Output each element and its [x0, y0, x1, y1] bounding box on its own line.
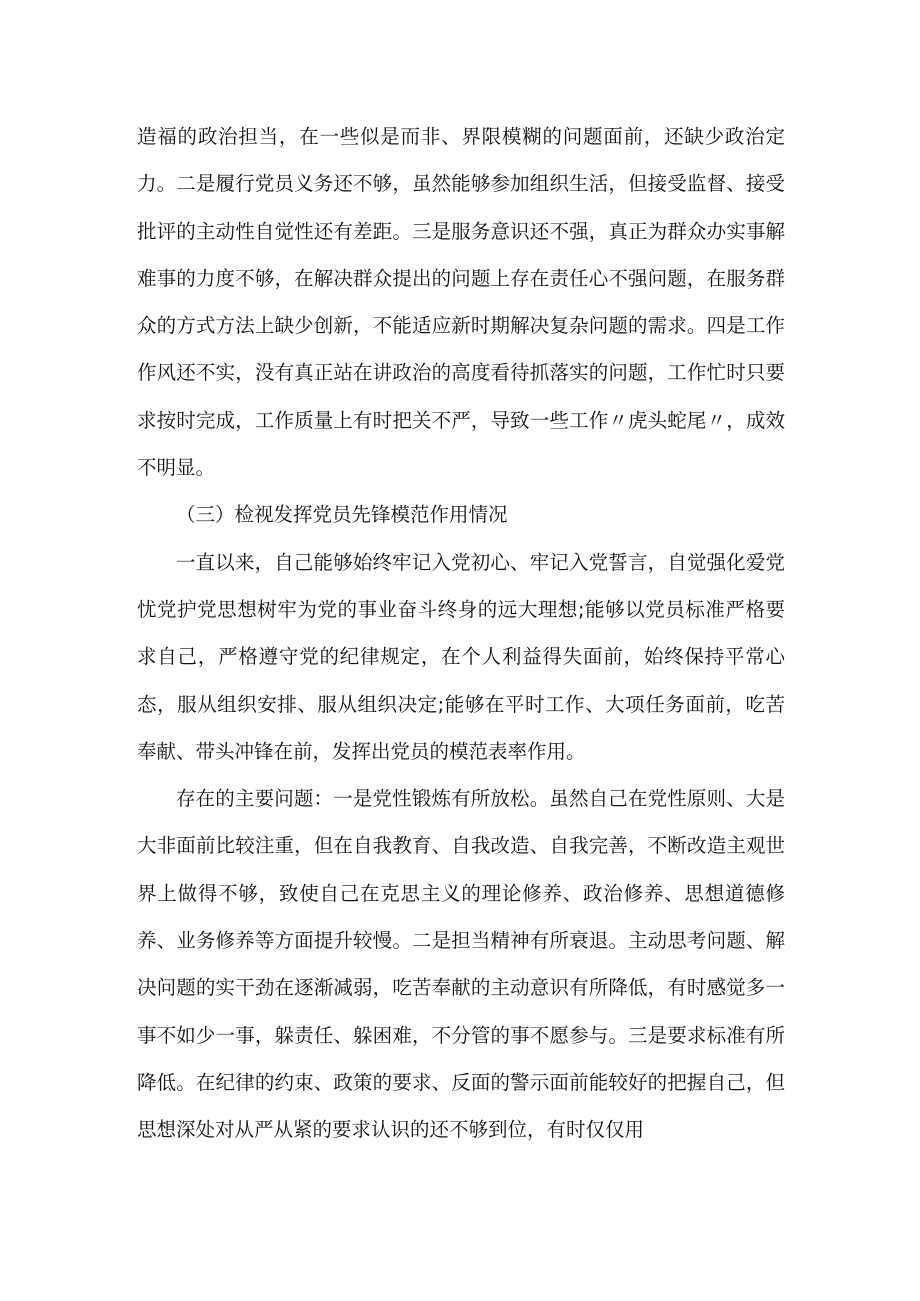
paragraph-problems: 存在的主要问题：一是党性锻炼有所放松。虽然自己在党性原则、大是大非面前比较注重，但在自我教育、自我改造、自我完善，不断改造主观世界上做得不够，致使自己在克思主义的理论修养、政治修养、思想道德修养、业务修养等方面提升较慢。二是担当精神有所衰退。主动思考问题、解决问题的实干劲在逐渐减弱，吃苦奉献的主动意识有所降低，有时感觉多一事不如少一事，躲责任、躲困难，不分管的事不愿参与。三是要求标准有所降低。在纪律的约束、政策的要求、反面的警示面前能较好的把握自己，但思想深处对从严从紧的要求认识的还不够到位，有时仅仅用	[137, 787, 785, 1142]
paragraph-continued: 造福的政治担当，在一些似是而非、界限模糊的问题面前，还缺少政治定力。二是履行党员义务还不够，虽然能够参加组织生活，但接受监督、接受批评的主动性自觉性还有差距。三是服务意识还不强，真正为群众办实事解难事的力度不够，在解决群众提出的问题上存在责任心不强问题，在服务群众的方式方法上缺少创新，不能适应新时期解决复杂问题的需求。四是工作作风还不实，没有真正站在讲政治的高度看待抓落实的问题，工作忙时只要求按时完成，工作质量上有时把关不严，导致一些工作〃虎头蛇尾〃，成效不明显。	[137, 125, 785, 480]
paragraph-overview: 一直以来，自己能够始终牢记入党初心、牢记入党誓言，自觉强化爱党忧党护党思想树牢为党的事业奋斗终身的远大理想;能够以党员标准严格要求自己，严格遵守党的纪律规定，在个人利益得失面前，始终保持平常心态，服从组织安排、服从组织决定;能够在平时工作、大项任务面前，吃苦奉献、带头冲锋在前，发挥出党员的模范表率作用。	[137, 550, 785, 763]
section-heading: （三）检视发挥党员先锋模范作用情况	[176, 503, 508, 527]
body-text	[137, 113, 785, 1154]
